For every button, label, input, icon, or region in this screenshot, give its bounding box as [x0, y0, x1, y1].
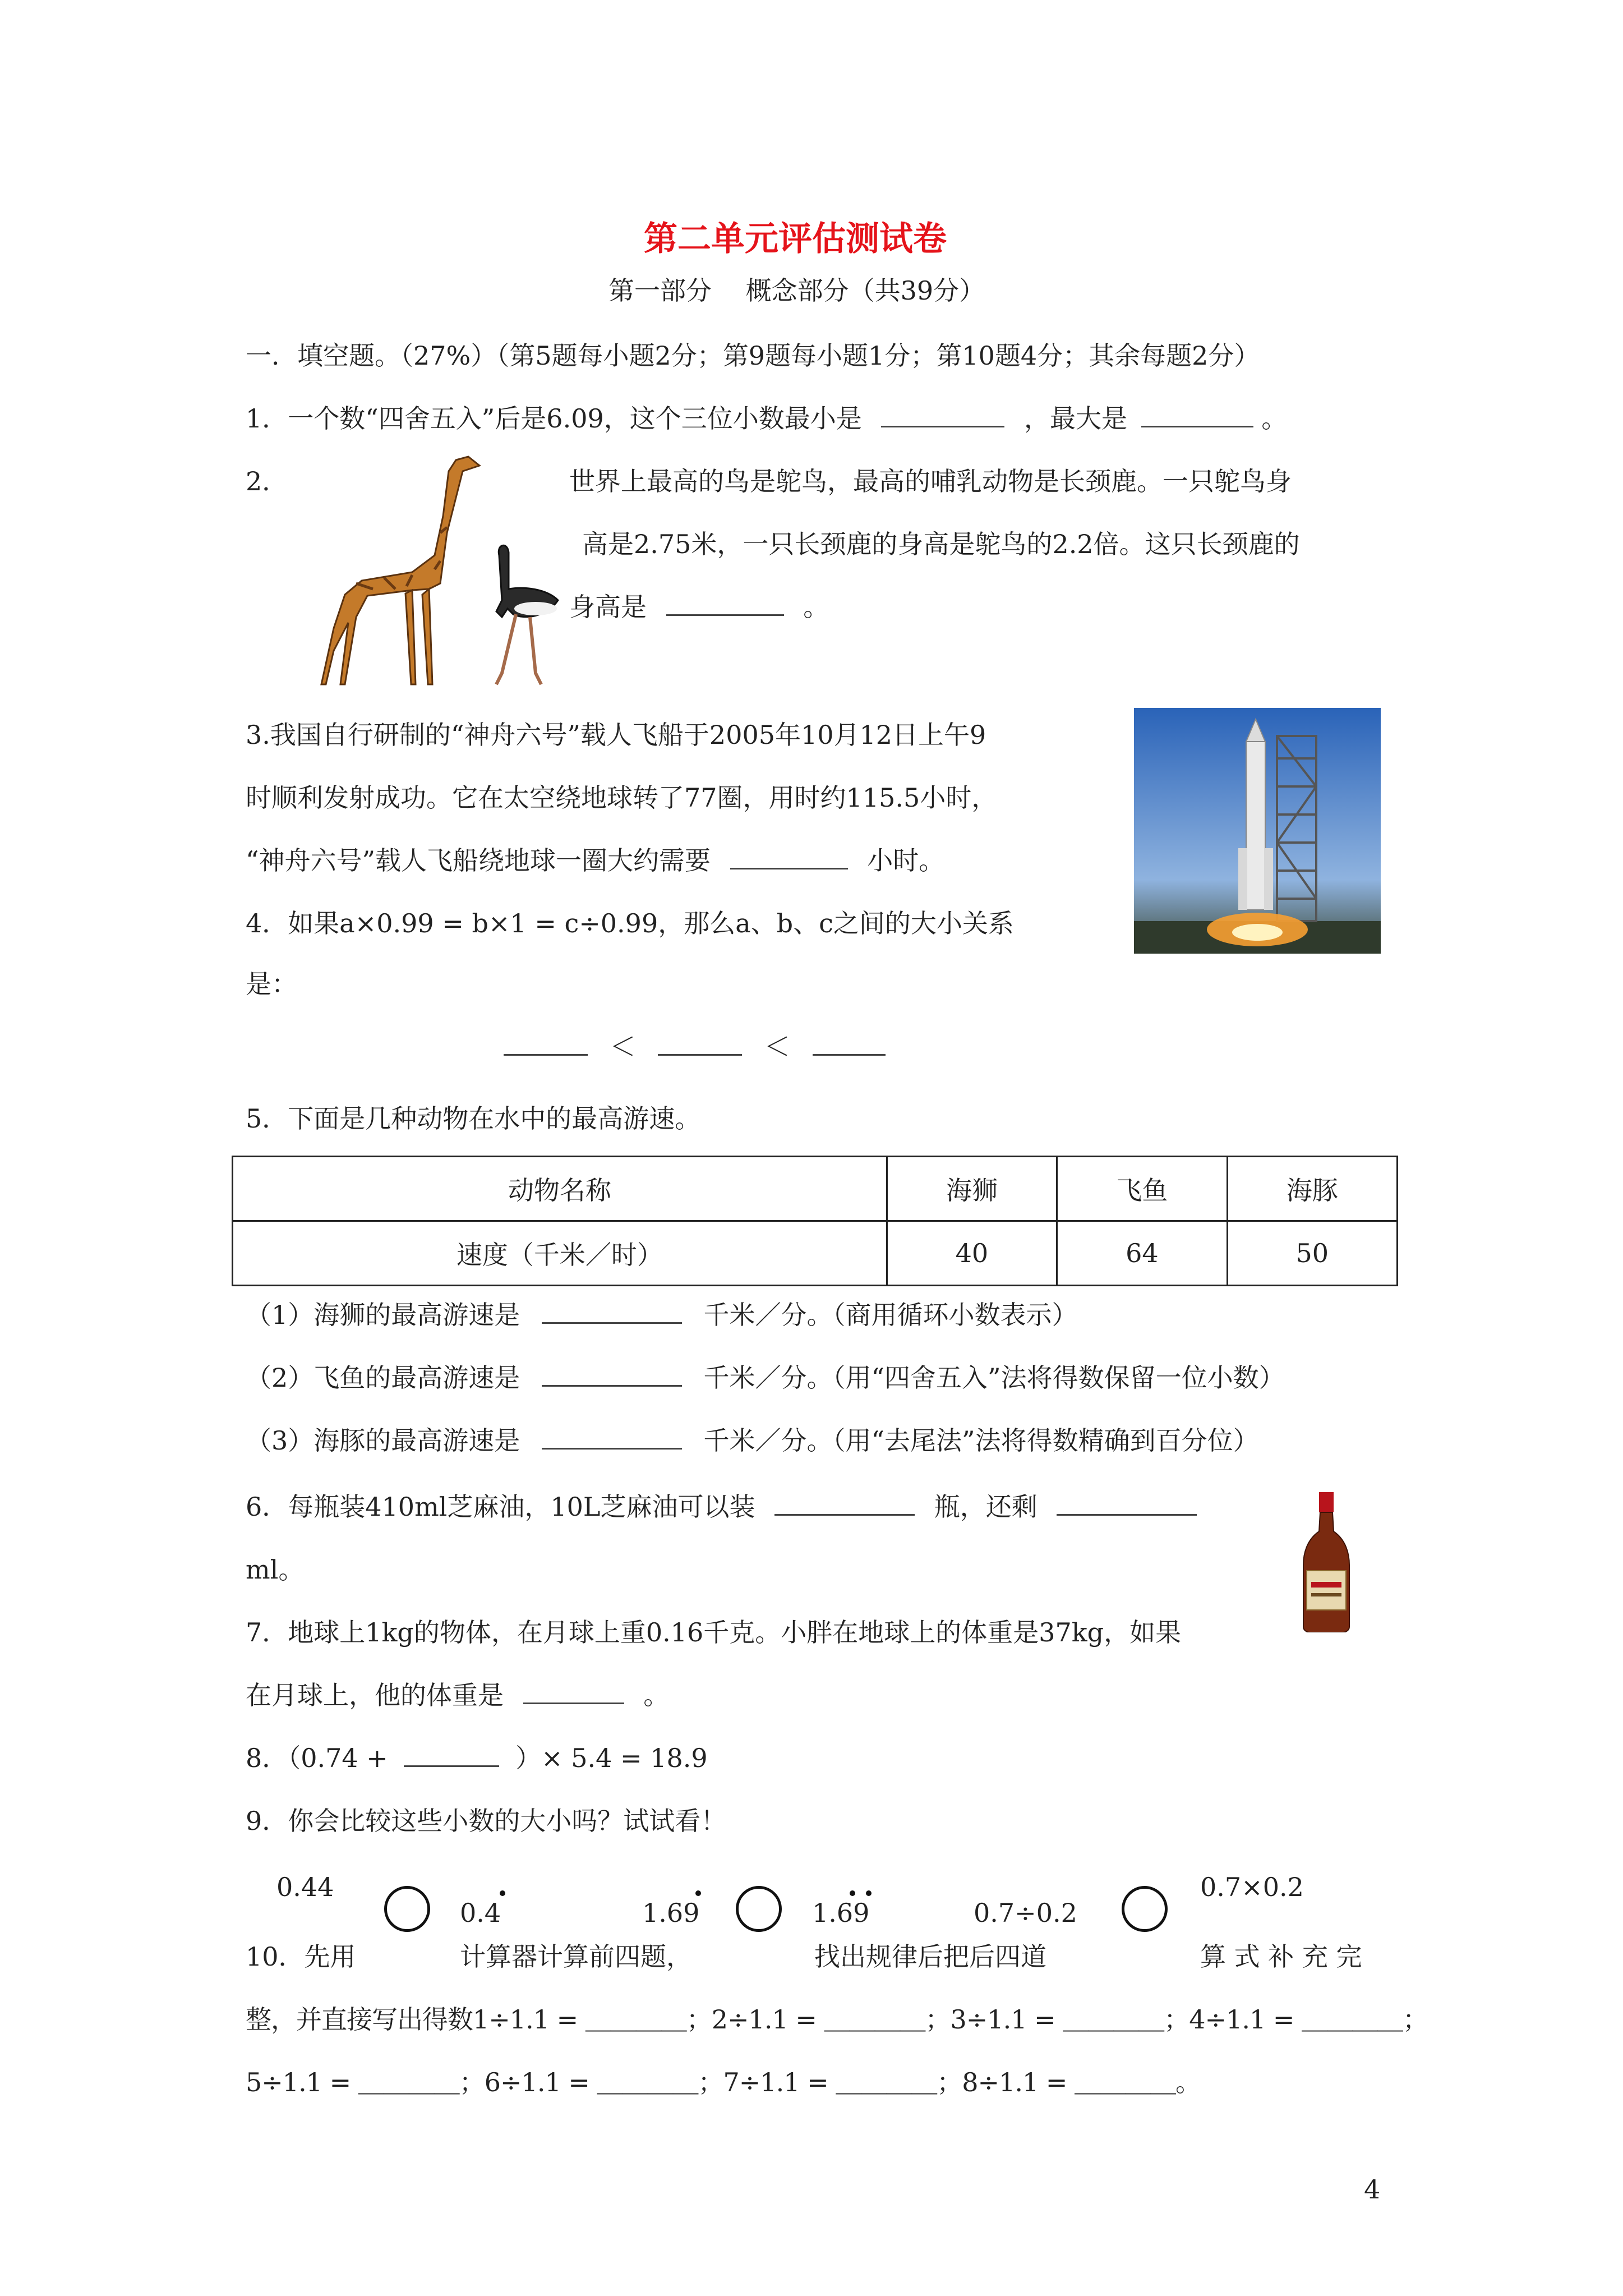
page-title: 第二单元评估测试卷 — [644, 219, 947, 259]
q4-less-than-2: ＜ — [764, 1032, 790, 1062]
question-2-number: 2． — [246, 466, 288, 496]
q3-line-2: 时顺利发射成功。它在太空绕地球转了77圈，用时约115.5小时， — [246, 783, 998, 813]
table-header-cell: 飞鱼 — [1057, 1157, 1227, 1221]
q6-line-1 — [246, 1491, 1197, 1522]
q8-blank[interactable] — [404, 1743, 499, 1767]
q9-number-2: 0.4 — [460, 1898, 501, 1928]
sesame-oil-bottle-image — [1301, 1492, 1352, 1632]
table-header-cell: 海豚 — [1227, 1157, 1397, 1221]
q5-sub-1-note: 千米／分。（商用循环小数表示） — [703, 1300, 1078, 1330]
q1-text-end: 。 — [1261, 403, 1288, 434]
q4-line-2: 是： — [246, 969, 297, 999]
q7-blank-weight[interactable] — [523, 1680, 624, 1704]
table-header-cell: 海狮 — [887, 1157, 1057, 1221]
table-header-cell: 动物名称 — [233, 1157, 887, 1221]
q4-blank-1[interactable] — [504, 1032, 588, 1056]
page-subtitle: 第一部分 概念部分（共39分） — [608, 275, 985, 306]
q10-line-3: 5÷1.1 = ＿＿＿＿；6÷1.1 = ＿＿＿＿；7÷1.1 = ＿＿＿＿；8÷1.1 = ＿＿＿＿。 — [246, 2067, 1201, 2097]
q6-blank-bottles[interactable] — [774, 1492, 915, 1516]
q3-text: “神舟六号”载人飞船绕地球一圈大约需要 — [246, 845, 711, 876]
q5-sub-1 — [246, 1299, 1078, 1331]
table-cell: 速度（千米／时） — [233, 1221, 887, 1286]
q5-sub-3-text: （3）海豚的最高游速是 — [246, 1425, 520, 1456]
q3-blank-hours[interactable] — [730, 845, 848, 869]
page-number: 4 — [1364, 2174, 1381, 2205]
q10-line-1c: 找出规律后把后四道 — [814, 1941, 1046, 1972]
q2-line-3 — [569, 591, 829, 623]
question-1 — [246, 403, 1287, 434]
q2-blank-height[interactable] — [666, 592, 784, 616]
q9-number-5: 0.7÷0.2 — [974, 1898, 1077, 1928]
table-cell: 40 — [887, 1221, 1057, 1286]
q10-line-1b: 计算器计算前四题， — [460, 1941, 692, 1972]
repeating-dot-icon — [500, 1890, 505, 1896]
q5-intro: 5．下面是几种动物在水中的最高游速。 — [246, 1103, 701, 1134]
q4-blank-3[interactable] — [813, 1032, 886, 1056]
q5-sub-2 — [246, 1362, 1285, 1393]
q4-inequality — [504, 1031, 886, 1062]
q10-line-1a: 10．先用 — [246, 1941, 356, 1972]
q5-sub-3-note: 千米／分。（用“去尾法”法将得数精确到百分位） — [703, 1425, 1259, 1456]
giraffe-ostrich-image — [300, 449, 597, 707]
q9-number-1: 0.44 — [276, 1872, 334, 1902]
q7-text: 在月球上，他的体重是 — [246, 1680, 504, 1710]
q4-line-1: 4．如果a×0.99 = b×1 = c÷0.99，那么a、b、c之间的大小关系 — [246, 908, 1014, 938]
q5-blank-3[interactable] — [542, 1425, 682, 1450]
compare-circle-1[interactable] — [384, 1886, 430, 1932]
q10-line-1d: 算 式 补 充 完 — [1200, 1941, 1362, 1972]
repeating-dot-icon — [850, 1890, 855, 1896]
table-row — [233, 1221, 1398, 1286]
q1-text-max: ，最大是 — [1023, 403, 1127, 434]
q3-line-3 — [246, 845, 944, 876]
compare-circle-3[interactable] — [1122, 1886, 1168, 1932]
speed-table — [232, 1156, 1398, 1286]
q5-sub-2-note: 千米／分。（用“四舍五入”法将得数保留一位小数） — [703, 1363, 1285, 1393]
q2-text-end: 。 — [803, 592, 829, 622]
q3-text-end: 小时。 — [867, 845, 945, 876]
q9-number-6: 0.7×0.2 — [1200, 1872, 1304, 1902]
q2-line-1: 世界上最高的鸟是鸵鸟，最高的哺乳动物是长颈鹿。一只鸵鸟身 — [569, 466, 1292, 496]
q9-number-3: 1.69 — [642, 1898, 700, 1928]
q2-line-2: 高是2.75米，一只长颈鹿的身高是鸵鸟的2.2倍。这只长颈鹿的 — [582, 529, 1300, 559]
q9-number-4: 1.69 — [812, 1898, 870, 1928]
q5-sub-3 — [246, 1425, 1259, 1456]
q6-blank-remain[interactable] — [1057, 1492, 1197, 1516]
q6-line-2: ml。 — [246, 1554, 305, 1585]
question-8 — [246, 1742, 708, 1774]
q7-text-end: 。 — [643, 1680, 670, 1710]
q5-blank-1[interactable] — [542, 1300, 682, 1324]
repeating-dot-icon — [866, 1890, 872, 1896]
q5-sub-2-text: （2）飞鱼的最高游速是 — [246, 1363, 520, 1393]
q5-sub-1-text: （1）海狮的最高游速是 — [246, 1300, 520, 1330]
q6-text: 6．每瓶装410ml芝麻油，10L芝麻油可以装 — [246, 1492, 755, 1522]
q4-less-than-1: ＜ — [610, 1032, 636, 1062]
q2-text-height: 身高是 — [569, 592, 647, 622]
bottle-cap-icon — [1319, 1492, 1334, 1512]
table-header-row — [233, 1157, 1398, 1221]
compare-circle-2[interactable] — [736, 1886, 782, 1932]
q7-line-2 — [246, 1680, 669, 1711]
table-cell: 64 — [1057, 1221, 1227, 1286]
q8-text: 8．（0.74 + — [246, 1743, 388, 1773]
q3-line-1: 3.我国自行研制的“神舟六号”载人飞船于2005年10月12日上午9 — [246, 720, 986, 750]
table-cell: 50 — [1227, 1221, 1397, 1286]
repeating-dot-icon — [695, 1890, 701, 1896]
section-heading: 一．填空题。（27%）（第5题每小题2分；第9题每小题1分；第10题4分；其余每题2分） — [246, 341, 1260, 371]
q6-text-remain: 瓶，还剩 — [934, 1492, 1038, 1522]
q5-blank-2[interactable] — [542, 1363, 682, 1387]
q9-text: 9．你会比较这些小数的大小吗？试试看！ — [246, 1806, 727, 1836]
q1-text: 1．一个数“四舍五入”后是6.09，这个三位小数最小是 — [246, 403, 862, 434]
q1-blank-max[interactable] — [1141, 403, 1253, 427]
rocket-launch-image — [1134, 708, 1381, 954]
q7-line-1: 7．地球上1kg的物体，在月球上重0.16千克。小胖在地球上的体重是37kg，如果 — [246, 1617, 1182, 1648]
q10-line-2: 整，并直接写出得数1÷1.1 = ＿＿＿＿；2÷1.1 = ＿＿＿＿；3÷1.1 = ＿＿＿＿；4÷1.1 = ＿＿＿＿； — [246, 2004, 1428, 2035]
q8-text-end: ）× 5.4 = 18.9 — [515, 1743, 708, 1773]
q4-blank-2[interactable] — [658, 1032, 742, 1056]
q1-blank-min[interactable] — [881, 403, 1004, 427]
bottle-label-icon — [1307, 1571, 1346, 1610]
